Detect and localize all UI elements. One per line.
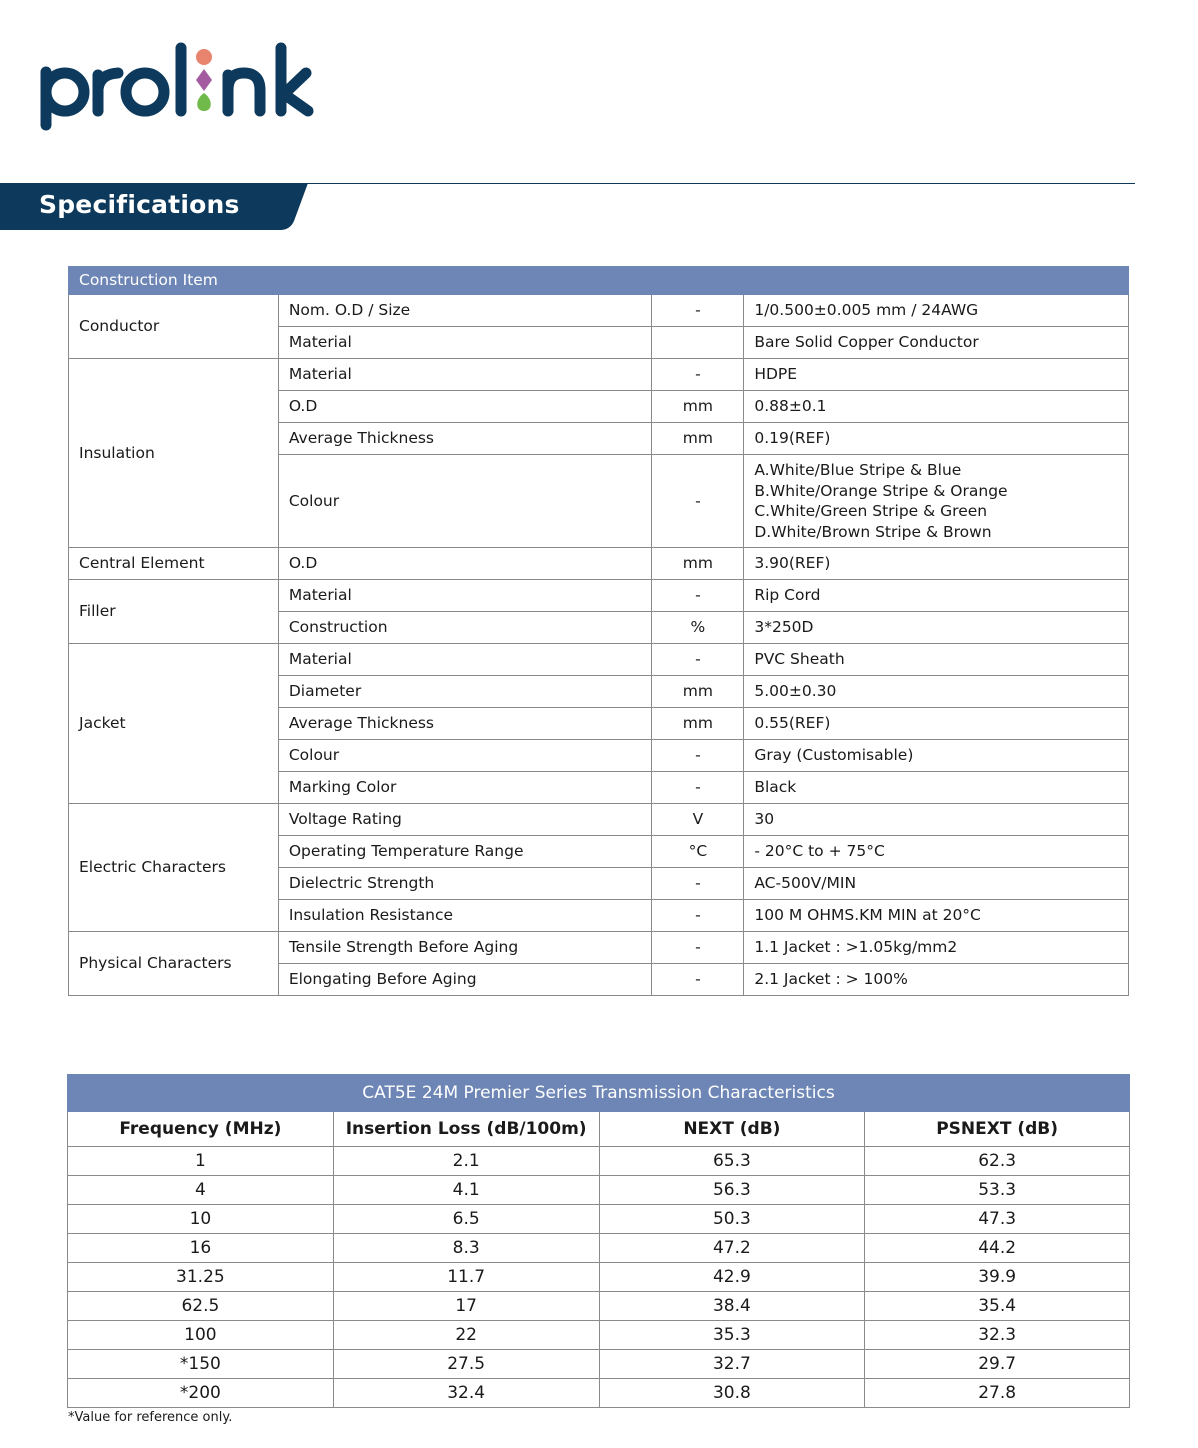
item-unit: - xyxy=(652,964,744,996)
table-cell: 4.1 xyxy=(333,1176,599,1205)
table-cell: 16 xyxy=(68,1234,334,1263)
column-header: Frequency (MHz) xyxy=(68,1112,334,1147)
transmission-column-headers xyxy=(68,1112,1130,1147)
item-unit: - xyxy=(652,900,744,932)
table-row xyxy=(68,1263,1130,1292)
table-cell: *200 xyxy=(68,1379,334,1408)
table-cell: 56.3 xyxy=(599,1176,865,1205)
table-cell: 29.7 xyxy=(865,1350,1130,1379)
table-row xyxy=(68,1350,1130,1379)
table-cell: 32.3 xyxy=(865,1321,1130,1350)
item-value: HDPE xyxy=(744,359,1129,391)
construction-header: Construction Item xyxy=(69,267,1129,295)
table-cell: 11.7 xyxy=(333,1263,599,1292)
table-cell: 62.3 xyxy=(865,1147,1130,1176)
item-value: 0.19(REF) xyxy=(744,423,1129,455)
table-cell: 65.3 xyxy=(599,1147,865,1176)
item-unit: mm xyxy=(652,423,744,455)
item-value: Rip Cord xyxy=(744,580,1129,612)
table-cell: 47.3 xyxy=(865,1205,1130,1234)
item-name: Average Thickness xyxy=(278,708,652,740)
table-cell: 1 xyxy=(68,1147,334,1176)
table-cell: 31.25 xyxy=(68,1263,334,1292)
table-row xyxy=(69,804,1129,836)
table-cell: 17 xyxy=(333,1292,599,1321)
table-cell: 6.5 xyxy=(333,1205,599,1234)
table-cell: 4 xyxy=(68,1176,334,1205)
item-name: Construction xyxy=(278,612,652,644)
item-unit: - xyxy=(652,740,744,772)
table-row xyxy=(69,295,1129,327)
item-value: Bare Solid Copper Conductor xyxy=(744,327,1129,359)
table-cell: 27.8 xyxy=(865,1379,1130,1408)
item-name: Operating Temperature Range xyxy=(278,836,652,868)
item-name: Dielectric Strength xyxy=(278,868,652,900)
item-unit: °C xyxy=(652,836,744,868)
item-value: 100 M OHMS.KM MIN at 20°C xyxy=(744,900,1129,932)
table-cell: 50.3 xyxy=(599,1205,865,1234)
construction-table xyxy=(68,266,1129,996)
item-name: Colour xyxy=(278,740,652,772)
item-value: - 20°C to + 75°C xyxy=(744,836,1129,868)
value-line: D.White/Brown Stripe & Brown xyxy=(754,522,992,541)
item-unit: mm xyxy=(652,676,744,708)
item-name: Insulation Resistance xyxy=(278,900,652,932)
item-unit: % xyxy=(652,612,744,644)
column-header: PSNEXT (dB) xyxy=(865,1112,1130,1147)
table-row xyxy=(68,1234,1130,1263)
table-cell: 39.9 xyxy=(865,1263,1130,1292)
column-header: Insertion Loss (dB/100m) xyxy=(333,1112,599,1147)
group-name: Insulation xyxy=(69,359,279,548)
table-cell: 62.5 xyxy=(68,1292,334,1321)
item-name: Colour xyxy=(278,455,652,548)
group-name: Physical Characters xyxy=(69,932,279,996)
value-line: B.White/Orange Stripe & Orange xyxy=(754,481,1008,500)
item-value: 30 xyxy=(744,804,1129,836)
group-name: Jacket xyxy=(69,644,279,804)
item-name: Material xyxy=(278,580,652,612)
reference-note: *Value for reference only. xyxy=(68,1410,233,1425)
item-name: Material xyxy=(278,359,652,391)
table-row xyxy=(68,1176,1130,1205)
table-cell: 32.4 xyxy=(333,1379,599,1408)
transmission-title: CAT5E 24M Premier Series Transmission Characteristics xyxy=(68,1075,1130,1112)
table-cell: 27.5 xyxy=(333,1350,599,1379)
table-cell: 53.3 xyxy=(865,1176,1130,1205)
item-value: 1/0.500±0.005 mm / 24AWG xyxy=(744,295,1129,327)
item-value: Gray (Customisable) xyxy=(744,740,1129,772)
item-value xyxy=(744,455,1129,548)
item-unit: - xyxy=(652,580,744,612)
construction-header-row xyxy=(69,267,1129,295)
item-name: O.D xyxy=(278,548,652,580)
table-row xyxy=(68,1205,1130,1234)
item-name: Marking Color xyxy=(278,772,652,804)
item-unit: mm xyxy=(652,391,744,423)
table-cell: 47.2 xyxy=(599,1234,865,1263)
table-cell: 2.1 xyxy=(333,1147,599,1176)
item-name: Tensile Strength Before Aging xyxy=(278,932,652,964)
table-cell: 10 xyxy=(68,1205,334,1234)
item-value: 2.1 Jacket : > 100% xyxy=(744,964,1129,996)
table-cell: *150 xyxy=(68,1350,334,1379)
table-cell: 32.7 xyxy=(599,1350,865,1379)
table-cell: 100 xyxy=(68,1321,334,1350)
transmission-table xyxy=(67,1074,1130,1408)
table-row xyxy=(69,580,1129,612)
item-unit: - xyxy=(652,932,744,964)
table-cell: 35.4 xyxy=(865,1292,1130,1321)
table-cell: 8.3 xyxy=(333,1234,599,1263)
item-name: Elongating Before Aging xyxy=(278,964,652,996)
table-row xyxy=(68,1379,1130,1408)
table-row xyxy=(69,932,1129,964)
item-unit: - xyxy=(652,359,744,391)
item-name: Average Thickness xyxy=(278,423,652,455)
table-row xyxy=(69,359,1129,391)
table-row xyxy=(68,1147,1130,1176)
item-name: Nom. O.D / Size xyxy=(278,295,652,327)
item-unit: - xyxy=(652,644,744,676)
table-cell: 38.4 xyxy=(599,1292,865,1321)
table-row xyxy=(68,1292,1130,1321)
item-value: AC-500V/MIN xyxy=(744,868,1129,900)
table-row xyxy=(69,644,1129,676)
item-name: Voltage Rating xyxy=(278,804,652,836)
group-name: Central Element xyxy=(69,548,279,580)
item-name: Diameter xyxy=(278,676,652,708)
item-unit: - xyxy=(652,772,744,804)
item-unit: V xyxy=(652,804,744,836)
table-row xyxy=(69,548,1129,580)
item-unit: - xyxy=(652,455,744,548)
transmission-title-row xyxy=(68,1075,1130,1112)
item-name: O.D xyxy=(278,391,652,423)
table-cell: 42.9 xyxy=(599,1263,865,1292)
group-name: Conductor xyxy=(69,295,279,359)
value-line: C.White/Green Stripe & Green xyxy=(754,502,988,520)
item-name: Material xyxy=(278,327,652,359)
item-unit: - xyxy=(652,295,744,327)
item-value: Black xyxy=(744,772,1129,804)
item-unit xyxy=(652,327,744,359)
item-value: 5.00±0.30 xyxy=(744,676,1129,708)
table-cell: 22 xyxy=(333,1321,599,1350)
table-cell: 35.3 xyxy=(599,1321,865,1350)
item-name: Material xyxy=(278,644,652,676)
item-value: 0.55(REF) xyxy=(744,708,1129,740)
item-unit: mm xyxy=(652,548,744,580)
group-name: Filler xyxy=(69,580,279,644)
section-title: Specifications xyxy=(39,190,240,219)
table-cell: 44.2 xyxy=(865,1234,1130,1263)
item-value: 3*250D xyxy=(744,612,1129,644)
item-unit: mm xyxy=(652,708,744,740)
item-unit: - xyxy=(652,868,744,900)
prolink-logo xyxy=(38,42,328,134)
item-value: 3.90(REF) xyxy=(744,548,1129,580)
group-name: Electric Characters xyxy=(69,804,279,932)
value-line: A.White/Blue Stripe & Blue xyxy=(754,461,962,479)
item-value: 1.1 Jacket : >1.05kg/mm2 xyxy=(744,932,1129,964)
column-header: NEXT (dB) xyxy=(599,1112,865,1147)
table-row xyxy=(68,1321,1130,1350)
table-cell: 30.8 xyxy=(599,1379,865,1408)
item-value: 0.88±0.1 xyxy=(744,391,1129,423)
item-value: PVC Sheath xyxy=(744,644,1129,676)
